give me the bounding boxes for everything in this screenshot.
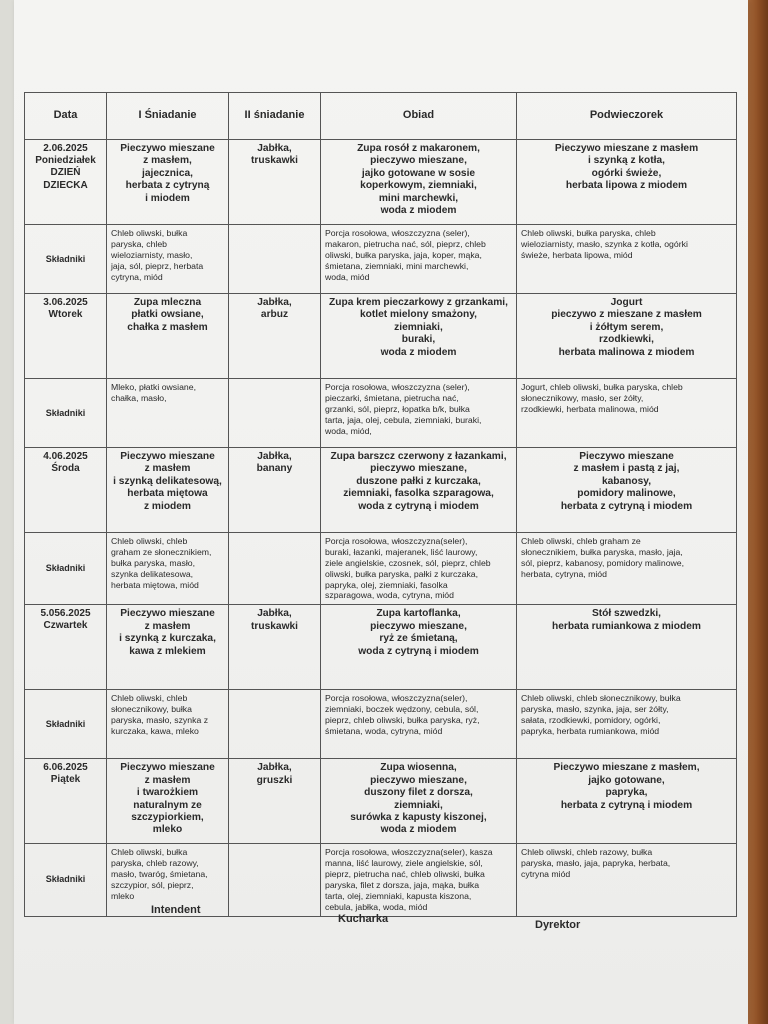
header-snack: Podwieczorek: [517, 93, 737, 140]
snack-text: Pieczywo mieszane z masłem i szynką z kotła, ogórki świeże, herbata lipowa z miodem: [554, 143, 699, 192]
dinner-text: Zupa wiosenna, pieczywo mieszane, duszony filet z dorsza, ziemniaki, surówka z kapusty kiszonej, woda z miodem: [350, 762, 487, 836]
ingredients-breakfast-1: [107, 379, 229, 448]
ingredients-row: [25, 225, 737, 294]
snack-text: Jogurt pieczywo z mieszane z masłem i żółtym serem, rzodkiewki, herbata malinowa z miodem: [551, 297, 702, 358]
ingredients-snack-text: Jogurt, chleb oliwski, bułka paryska, chleb słonecznikowy, masło, ser żółty, rzodkiewki, herbata malinowa, miód: [521, 382, 683, 414]
ingredients-dinner: [321, 533, 517, 605]
day-row: [25, 448, 737, 533]
dinner-text: Zupa kartoflanka, pieczywo mieszane, ryż ze śmietaną, woda z cytryną i miodem: [358, 608, 479, 657]
snack-text: Pieczywo mieszane z masłem, jajko gotowane, papryka, herbata z cytryną i miodem: [553, 762, 700, 811]
ingredients-dinner-text: Porcja rosołowa, włoszczyzna(seler), ziemniaki, boczek wędzony, cebula, sól, pieprz, chleb oliwski, bułka paryska, ryż, śmietana, woda, cytryna, miód: [325, 693, 480, 736]
day-row: [25, 759, 737, 844]
breakfast-1: [107, 605, 229, 690]
ingredients-label: [25, 844, 107, 916]
dinner: [321, 605, 517, 690]
dinner-text: Zupa barszcz czerwony z łazankami, pieczywo mieszane, duszone pałki z kurczaka, ziemniaki, fasolka szparagowa, woda z cytryną i miodem: [330, 451, 507, 512]
ingredients-snack: [517, 690, 737, 759]
breakfast-1-text: Pieczywo mieszane z masłem i szynką delikatesową, herbata miętowa z miodem: [113, 451, 222, 512]
breakfast-2-text: Jabłka, truskawki: [251, 608, 298, 632]
signature-kucharka: Kucharka: [338, 913, 389, 925]
dinner: [321, 140, 517, 225]
day-date-text: 4.06.2025 Środa: [43, 451, 88, 475]
breakfast-2-text: Jabłka, gruszki: [256, 762, 293, 786]
ingredients-row: [25, 533, 737, 605]
ingredients-breakfast-1: [107, 225, 229, 294]
breakfast-2-text: Jabłka, truskawki: [251, 143, 298, 167]
breakfast-1: [107, 140, 229, 225]
day-date: [25, 759, 107, 844]
ingredients-breakfast-2: [229, 225, 321, 294]
ingredients-breakfast-1-text: Chleb oliwski, chleb graham ze słonecznikiem, bułka paryska, masło, szynka delikatesowa, herbata miętowa, miód: [111, 536, 212, 590]
wooden-surface: [746, 0, 768, 1024]
ingredients-breakfast-2: [229, 533, 321, 605]
ingredients-snack: [517, 533, 737, 605]
signature-intendent: Intendent: [151, 904, 201, 916]
ingredients-breakfast-1: [107, 690, 229, 759]
menu-body: [25, 140, 737, 917]
ingredients-snack: [517, 844, 737, 916]
header-row: [25, 93, 737, 140]
ingredients-snack-text: Chleb oliwski, chleb graham ze słonecznikiem, bułka paryska, masło, jaja, sól, pieprz, kabanosy, pomidory malinowe, herbata, cytryna, miód: [521, 536, 685, 579]
ingredients-snack-text: Chleb oliwski, chleb razowy, bułka paryska, masło, jaja, papryka, herbata, cytryna miód: [521, 847, 671, 879]
breakfast-1-text: Zupa mleczna płatki owsiane, chałka z masłem: [127, 297, 208, 333]
header-breakfast-1: I Śniadanie: [107, 93, 229, 140]
ingredients-row: [25, 690, 737, 759]
ingredients-breakfast-1: [107, 533, 229, 605]
ingredients-breakfast-2: [229, 690, 321, 759]
snack: [517, 605, 737, 690]
snack: [517, 759, 737, 844]
ingredients-label: [25, 533, 107, 605]
day-row: [25, 140, 737, 225]
ingredients-breakfast-1-text: Chleb oliwski, bułka paryska, chleb razowy, masło, twaróg, śmietana, szczypior, sól, pieprz, mleko: [111, 847, 208, 901]
ingredients-row: [25, 379, 737, 448]
breakfast-1: [107, 448, 229, 533]
ingredients-label: [25, 379, 107, 448]
ingredients-dinner: [321, 379, 517, 448]
ingredients-breakfast-2: [229, 379, 321, 448]
day-row: [25, 605, 737, 690]
day-date-text: 2.06.2025 Poniedziałek DZIEŃ DZIECKA: [35, 143, 96, 191]
header-breakfast-2: II śniadanie: [229, 93, 321, 140]
breakfast-2: [229, 605, 321, 690]
dinner: [321, 759, 517, 844]
ingredients-label-text: Składniki: [45, 563, 86, 574]
snack: [517, 448, 737, 533]
ingredients-label-text: Składniki: [45, 253, 86, 264]
dinner: [321, 448, 517, 533]
day-date: [25, 605, 107, 690]
breakfast-2-text: Jabłka, banany: [256, 451, 293, 475]
snack: [517, 294, 737, 379]
snack-text: Pieczywo mieszane z masłem i pastą z jaj, kabanosy, pomidory malinowe, herbata z cytryną i miodem: [560, 451, 693, 512]
snack: [517, 140, 737, 225]
ingredients-dinner-text: Porcja rosołowa, włoszczyzna(seler), buraki, łazanki, majeranek, liść laurowy, ziele angielskie, czosnek, sól, pieprz, chleb oliwski, bułka paryska, pałki z kurczaka, papryka, olej, ziemniaki, fasolka szparagowa, woda, cytryna, miód: [325, 536, 491, 601]
ingredients-label: [25, 690, 107, 759]
menu-sheet: [14, 0, 748, 1024]
ingredients-row: [25, 844, 737, 916]
ingredients-breakfast-1-text: Chleb oliwski, chleb słonecznikowy, bułka paryska, masło, szynka z kurczaka, kawa, mleko: [111, 693, 209, 736]
day-date-text: 5.056.2025 Czwartek: [40, 608, 91, 632]
ingredients-snack: [517, 225, 737, 294]
breakfast-1: [107, 759, 229, 844]
signature-dyrektor: Dyrektor: [535, 919, 581, 931]
breakfast-2-text: Jabłka, arbuz: [257, 297, 292, 321]
weekly-menu-table: [24, 92, 737, 917]
breakfast-2: [229, 448, 321, 533]
day-date-text: 3.06.2025 Wtorek: [43, 297, 88, 321]
ingredients-dinner: [321, 844, 517, 916]
ingredients-label-text: Składniki: [45, 718, 86, 729]
ingredients-dinner-text: Porcja rosołowa, włoszczyzna(seler), kasza manna, liść laurowy, ziele angielskie, sól, pieprz, pietrucha nać, chleb oliwski, bułka paryska, filet z dorsza, jaja, mąka, bułka tarta, olej, ziemniaki, kapusta kiszona, cebula, jabłka, woda, miód: [325, 847, 493, 912]
ingredients-dinner: [321, 225, 517, 294]
ingredients-breakfast-2: [229, 844, 321, 916]
ingredients-label-text: Składniki: [45, 874, 86, 885]
breakfast-1-text: Pieczywo mieszane z masłem i twarożkiem naturalnym ze szczypiorkiem, mleko: [120, 762, 215, 836]
ingredients-breakfast-1-text: Mleko, płatki owsiane, chałka, masło,: [111, 382, 196, 403]
header-dinner: Obiad: [321, 93, 517, 140]
day-row: [25, 294, 737, 379]
ingredients-dinner: [321, 690, 517, 759]
snack-text: Stół szwedzki, herbata rumiankowa z miodem: [552, 608, 701, 632]
header-date: Data: [25, 93, 107, 140]
ingredients-dinner-text: Porcja rosołowa, włoszczyzna (seler), makaron, pietrucha nać, sól, pieprz, chleb oliwski, bułka paryska, jaja, koper, mąka, śmietana, ziemniaki, mini marchewki, woda, miód: [325, 228, 486, 282]
ingredients-breakfast-1-text: Chleb oliwski, bułka paryska, chleb wieloziarnisty, masło, jaja, sól, pieprz, herbata cytryna, miód: [111, 228, 204, 282]
dinner-text: Zupa rosół z makaronem, pieczywo mieszane, jajko gotowane w sosie koperkowym, ziemniaki, mini marchewki, woda z miodem: [357, 143, 480, 217]
day-date-text: 6.06.2025 Piątek: [43, 762, 88, 786]
breakfast-1-text: Pieczywo mieszane z masłem i szynką z kurczaka, kawa z mlekiem: [119, 608, 216, 657]
day-date: [25, 140, 107, 225]
ingredients-label-text: Składniki: [45, 407, 86, 418]
ingredients-dinner-text: Porcja rosołowa, włoszczyzna (seler), pieczarki, śmietana, pietrucha nać, grzanki, sól, pieprz, łopatka b/k, bułka tarta, jaja, olej, cebula, ziemniaki, buraki, woda, miód,: [325, 382, 482, 436]
ingredients-snack-text: Chleb oliwski, chleb słonecznikowy, bułka paryska, masło, szynka, jaja, ser żółty, sałata, rzodkiewki, pomidory, ogórki, papryka, herbata rumiankowa, miód: [521, 693, 681, 736]
breakfast-2: [229, 294, 321, 379]
ingredients-snack-text: Chleb oliwski, bułka paryska, chleb wieloziarnisty, masło, szynka z kotła, ogórki świeże, herbata lipowa, miód: [521, 228, 688, 260]
breakfast-1-text: Pieczywo mieszane z masłem, jajecznica, herbata z cytryną i miodem: [120, 143, 215, 204]
dinner: [321, 294, 517, 379]
day-date: [25, 294, 107, 379]
dinner-text: Zupa krem pieczarkowy z grzankami, kotlet mielony smażony, ziemniaki, buraki, woda z miodem: [329, 297, 508, 358]
breakfast-2: [229, 759, 321, 844]
ingredients-snack: [517, 379, 737, 448]
breakfast-2: [229, 140, 321, 225]
breakfast-1: [107, 294, 229, 379]
day-date: [25, 448, 107, 533]
ingredients-label: [25, 225, 107, 294]
